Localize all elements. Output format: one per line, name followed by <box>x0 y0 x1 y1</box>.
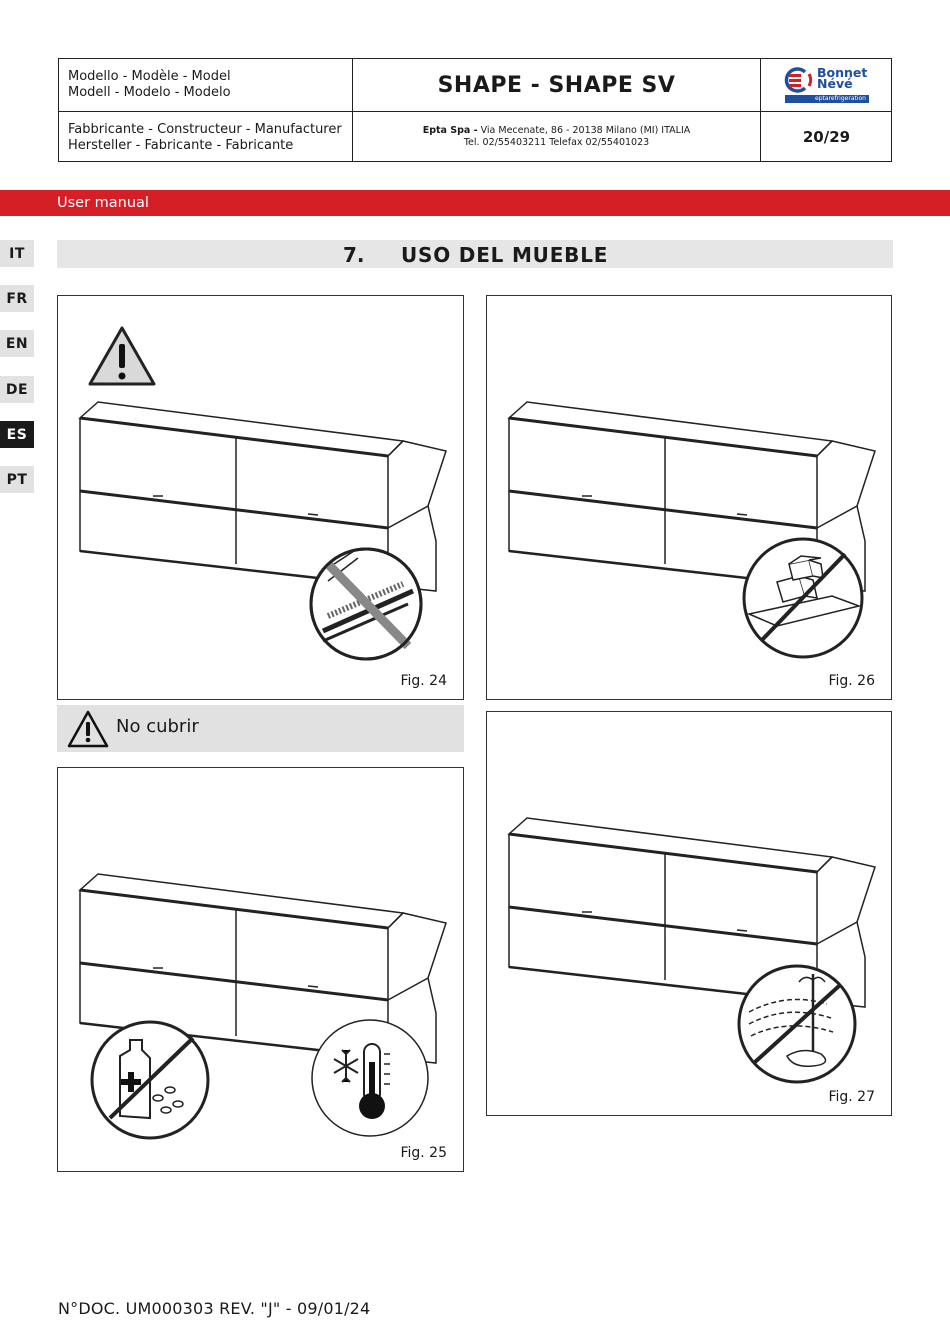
model-label-cell <box>59 59 353 112</box>
no-water-spray-sign-icon <box>739 966 855 1082</box>
manufacturer-phone: Tel. 02/55403211 Telefax 02/55401023 <box>463 137 650 148</box>
warning-triangle-icon <box>66 709 110 749</box>
manual-type-band <box>0 190 950 216</box>
figure-25 <box>57 767 464 1172</box>
figure-27-illustration <box>487 712 892 1116</box>
manufacturer-label-line2: Hersteller - Fabricante - Fabricante <box>68 138 294 153</box>
figure-25-illustration <box>58 768 464 1172</box>
warning-bar <box>57 705 464 752</box>
manufacturer-info <box>353 112 761 162</box>
figure-24-illustration <box>58 296 464 700</box>
figure-26-illustration <box>487 296 892 700</box>
bonnet-neve-logo <box>783 66 871 104</box>
logo-subtitle: eptarefrigeration <box>785 95 869 103</box>
warning-text: No cubrir <box>116 716 199 737</box>
figure-26 <box>486 295 892 700</box>
logo-line1: Bonnet <box>817 65 868 80</box>
section-heading <box>57 240 893 268</box>
logo-line2: Névé <box>817 76 853 91</box>
language-tab-es[interactable]: ES <box>0 421 34 448</box>
figure-27 <box>486 711 892 1116</box>
warning-triangle-icon <box>90 328 154 384</box>
language-tab-en[interactable]: EN <box>0 330 34 357</box>
figure-25-caption: Fig. 25 <box>400 1145 447 1161</box>
figure-27-caption: Fig. 27 <box>828 1089 875 1105</box>
figure-24-caption: Fig. 24 <box>400 673 447 689</box>
model-value: SHAPE - SHAPE SV <box>353 59 761 112</box>
model-label-line1: Modello - Modèle - Model <box>68 69 231 84</box>
no-chemicals-sign-icon <box>92 1022 208 1138</box>
thermometer-icon <box>312 1020 428 1136</box>
no-covering-sign-icon <box>311 549 421 659</box>
figure-24 <box>57 295 464 700</box>
section-title: USO DEL MUEBLE <box>401 243 609 267</box>
logo-cell <box>761 59 892 112</box>
section-number: 7. <box>343 243 365 267</box>
language-tab-fr[interactable]: FR <box>0 285 34 312</box>
manual-type-label: User manual <box>57 195 149 211</box>
page-number: 20/29 <box>802 128 851 146</box>
figure-26-caption: Fig. 26 <box>828 673 875 689</box>
manufacturer-label-line1: Fabbricante - Constructeur - Manufacturer <box>68 122 342 137</box>
document-header-table <box>58 58 892 162</box>
manufacturer-address: Via Mecenate, 86 - 20138 Milano (MI) ITALIA <box>477 125 691 136</box>
model-label-line2: Modell - Modelo - Modelo <box>68 85 231 100</box>
language-tab-de[interactable]: DE <box>0 376 34 403</box>
manufacturer-label-cell <box>59 112 353 162</box>
document-number: N°DOC. UM000303 REV. "J" - 09/01/24 <box>58 1299 371 1318</box>
logo-mark-icon <box>783 66 817 94</box>
no-stacking-boxes-sign-icon <box>744 539 862 657</box>
language-tab-pt[interactable]: PT <box>0 466 34 493</box>
language-tab-it[interactable]: IT <box>0 240 34 267</box>
manufacturer-name: Epta Spa - <box>422 125 478 136</box>
